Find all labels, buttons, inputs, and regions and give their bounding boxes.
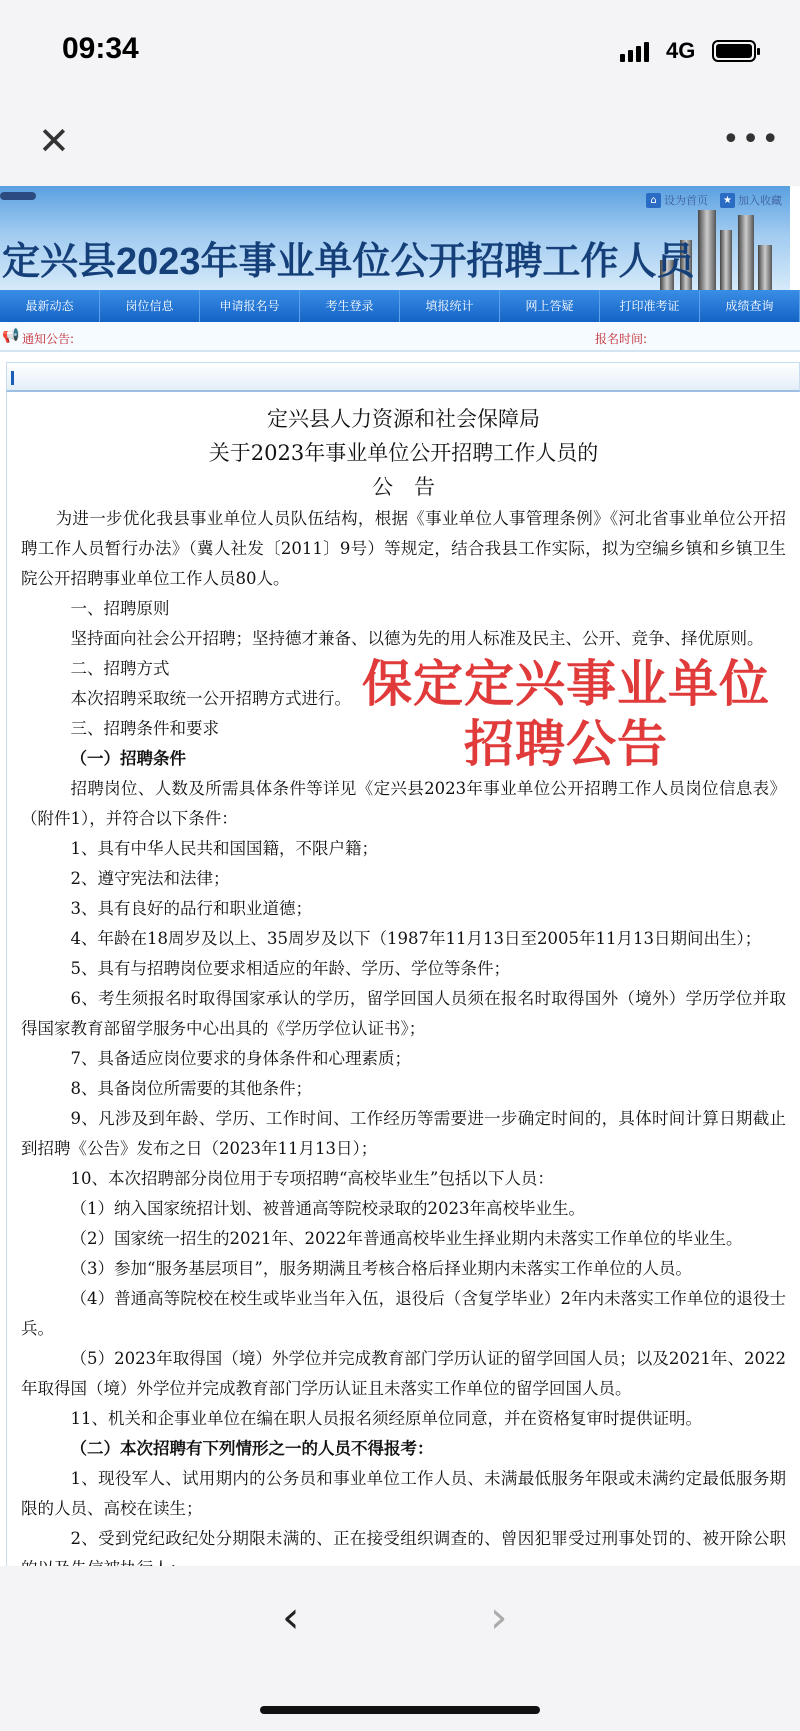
nav-positions[interactable]: 岗位信息 [100,290,200,322]
section-header [6,362,800,392]
nav-print-ticket[interactable]: 打印准考证 [600,290,700,322]
list-item: （3）参加“服务基层项目”，服务期满且考核合格后择业期内未落实工作单位的人员。 [70,1259,692,1278]
nav-qa[interactable]: 网上答疑 [500,290,600,322]
list-item: 1、具有中华人民共和国国籍，不限户籍； [70,839,378,858]
airplane-icon [0,192,36,200]
web-page [0,186,800,1566]
nav-latest[interactable]: 最新动态 [0,290,100,322]
main-nav [0,290,800,322]
paragraph: 本次招聘采取统一公开招聘方式进行。 [70,689,351,708]
doc-title-1: 定兴县人力资源和社会保障局 [267,407,540,431]
status-time: 09:34 [62,32,139,65]
subsection-heading: （一）招聘条件 [70,749,186,768]
list-item: 11、机关和企事业单位在编在职人员报名须经原单位同意，并在资格复审时提供证明。 [70,1409,702,1428]
doc-title-3: 公 告 [372,475,435,499]
home-indicator[interactable] [260,1706,540,1714]
list-item: 1、现役军人、试用期内的公务员和事业单位工作人员、未满最低服务年限或未满约定最低服务期限的人员、高校在读生； [21,1469,786,1518]
nav-scores[interactable]: 成绩查询 [700,290,800,322]
list-item: 7、具备适应岗位要求的身体条件和心理素质； [70,1049,411,1068]
battery-icon [712,40,756,62]
signup-time-label: 报名时间: [595,332,648,346]
list-item: （4）普通高等院校在校生或毕业当年入伍，退役后（含复学毕业）2年内未落实工作单位的退役士兵。 [21,1289,786,1338]
star-icon: ★ [720,193,735,208]
network-type: 4G [666,38,696,63]
intro-paragraph: 为进一步优化我县事业单位人员队伍结构，根据《事业单位人事管理条例》《河北省事业单位公开招聘工作人员暂行办法》（冀人社发〔2011〕9号）等规定，结合我县工作实际，拟为空编乡镇和乡镇卫生院公开招聘事业单位工作人员80人。 [21,509,786,588]
list-item: 8、具备岗位所需要的其他条件； [70,1079,312,1098]
list-item: 3、具有良好的品行和职业道德； [70,899,312,918]
list-item: （2）国家统一招生的2021年、2022年普通高校毕业生择业期内未落实工作单位的毕业生。 [70,1229,743,1248]
subsection-heading: （二）本次招聘有下列情形之一的人员不得报考： [70,1439,434,1458]
browser-toolbar [0,1566,800,1731]
notice-bar [0,322,800,352]
home-icon: ⌂ [646,193,661,208]
notice-label: 通知公告: [22,332,75,346]
list-item: 10、本次招聘部分岗位用于专项招聘“高校毕业生”包括以下人员： [70,1169,554,1188]
announcement-body [6,392,800,1566]
paragraph: 招聘岗位、人数及所需具体条件等详见《定兴县2023年事业单位公开招聘工作人员岗位信息表》（附件1），并符合以下条件： [21,779,786,828]
nav-apply-number[interactable]: 申请报名号 [200,290,300,322]
signal-icon [620,42,649,62]
section-heading: 二、招聘方式 [70,659,170,678]
status-bar [0,0,800,110]
overlay-caption [356,654,776,774]
site-title: 定兴县2023年事业单位公开招聘工作人员 [2,241,695,283]
more-options-icon[interactable]: ••• [722,122,782,157]
list-item: （1）纳入国家统招计划、被普通高等院校录取的2023年高校毕业生。 [70,1199,585,1218]
section-heading: 一、招聘原则 [70,599,170,618]
set-homepage-link[interactable]: ⌂ 设为首页 [646,192,708,208]
forward-arrow-icon[interactable]: › [490,1592,508,1643]
list-item: 9、凡涉及到年龄、学历、工作时间、工作经历等需要进一步确定时间的，具体时间计算日期截止到招聘《公告》发布之日（2023年11月13日）； [21,1109,786,1158]
overlay-caption-line2: 招聘公告 [464,716,668,772]
site-banner [0,186,790,290]
add-favorite-link[interactable]: ★ 加入收藏 [720,192,782,208]
list-item: 6、考生须报名时取得国家承认的学历，留学回国人员须在报名时取得国外（境外）学历学位并取得国家教育部留学服务中心出具的《学历学位认证书》； [21,989,786,1038]
paragraph: 坚持面向社会公开招聘；坚持德才兼备、以德为先的用人标准及民主、公开、竞争、择优原则。 [70,629,764,648]
nav-statistics[interactable]: 填报统计 [400,290,500,322]
list-item: （5）2023年取得国（境）外学位并完成教育部门学历认证的留学回国人员；以及2021年、2022年取得国（境）外学位并完成教育部门学历认证且未落实工作单位的留学回国人员。 [21,1349,786,1398]
list-item: 2、受到党纪政纪处分期限未满的、正在接受组织调查的、曾因犯罪受过刑事处罚的、被开除公职 [70,1529,786,1548]
list-item: 5、具有与招聘岗位要求相适应的年龄、学历、学位等条件； [70,959,510,978]
overlay-caption-line1: 保定定兴事业单位 [362,656,770,712]
megaphone-icon: 📢 [2,328,20,344]
doc-title-2: 关于2023年事业单位公开招聘工作人员的 [208,441,599,465]
nav-login[interactable]: 考生登录 [300,290,400,322]
list-item: 4、年龄在18周岁及以上、35周岁及以下（1987年11月13日至2005年11月13日期间出生）； [70,929,762,948]
section-heading: 三、招聘条件和要求 [70,719,219,738]
close-icon[interactable]: ✕ [38,119,70,163]
back-arrow-icon[interactable]: ‹ [282,1592,300,1643]
list-item: 2、遵守宪法和法律； [70,869,230,888]
